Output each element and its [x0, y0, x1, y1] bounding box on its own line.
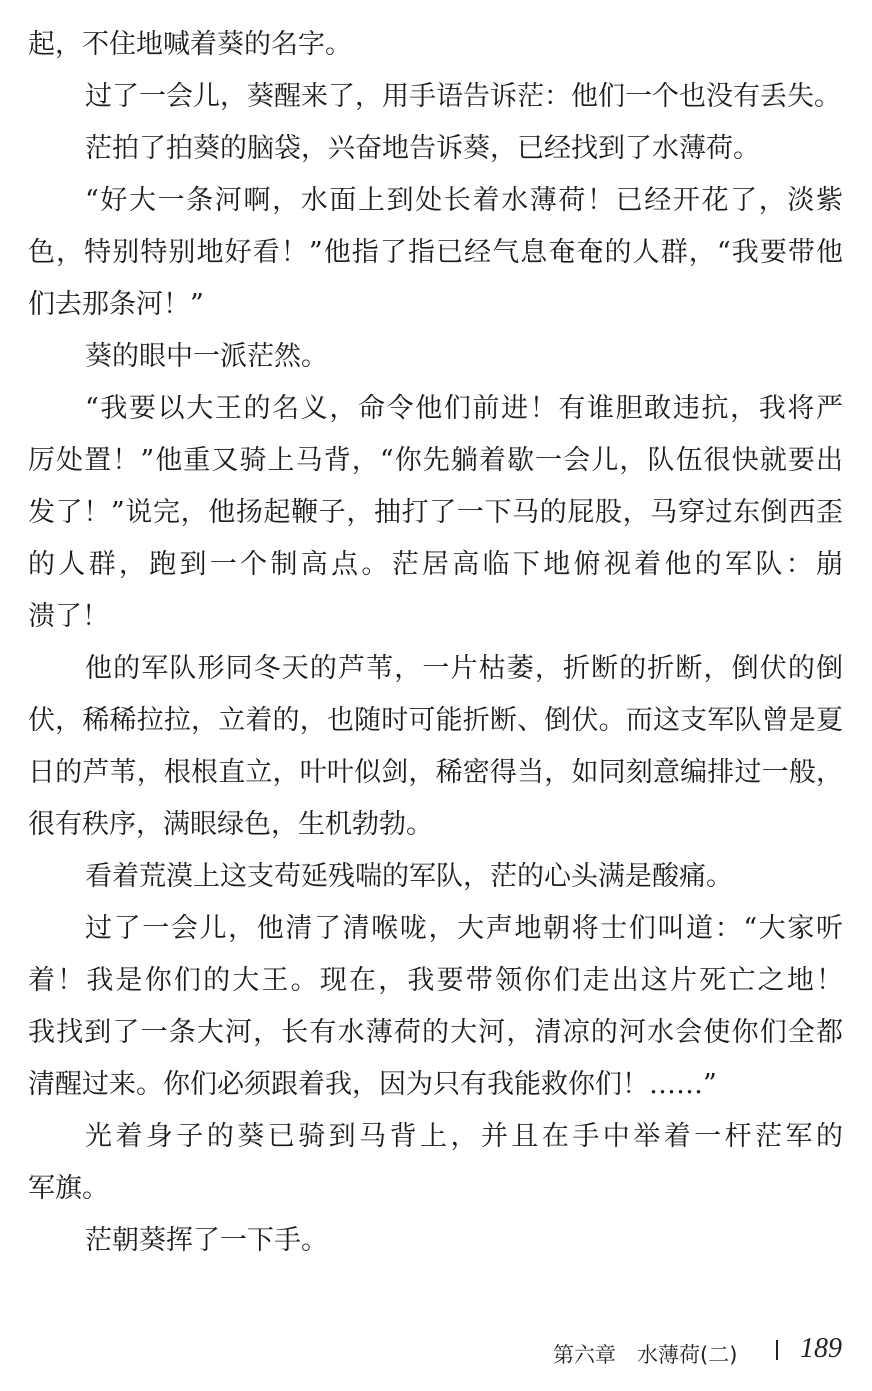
text-line: 色，特别特别地好看！”他指了指已经气息奄奄的人群，“我要带他 — [28, 237, 843, 268]
text-line: 他的军队形同冬天的芦苇，一片枯萎，折断的折断，倒伏的倒 — [85, 653, 843, 684]
text-line: 起，不住地喊着葵的名字。 — [28, 29, 352, 60]
text-line: 厉处置！”他重又骑上马背，“你先躺着歇一会儿，队伍很快就要出 — [28, 445, 843, 476]
text-line: 茫拍了拍葵的脑袋，兴奋地告诉葵，已经找到了水薄荷。 — [85, 133, 760, 164]
text-line: 看着荒漠上这支苟延残喘的军队，茫的心头满是酸痛。 — [85, 861, 733, 892]
text-line: 茫朝葵挥了一下手。 — [85, 1225, 328, 1256]
page-number: 189 — [800, 1333, 842, 1364]
text-line: 过了一会儿，他清了清喉咙，大声地朝将士们叫道：“大家听 — [85, 913, 843, 944]
text-line: 伏，稀稀拉拉，立着的，也随时可能折断、倒伏。而这支军队曾是夏 — [28, 705, 843, 736]
text-line: “我要以大王的名义，命令他们前进！有谁胆敢违抗，我将严 — [85, 393, 843, 424]
chapter-title: 第六章 水薄荷(二) — [553, 1343, 738, 1367]
text-line: 发了！”说完，他扬起鞭子，抽打了一下马的屁股，马穿过东倒西歪 — [28, 497, 843, 528]
text-line: 光着身子的葵已骑到马背上，并且在手中举着一杆茫军的 — [85, 1121, 843, 1152]
text-line: 的人群，跑到一个制高点。茫居高临下地俯视着他的军队：崩 — [28, 549, 843, 580]
text-line: “好大一条河啊，水面上到处长着水薄荷！已经开花了，淡紫 — [85, 185, 843, 216]
body-text — [28, 19, 843, 1267]
text-line: 清醒过来。你们必须跟着我，因为只有我能救你们！……” — [28, 1069, 717, 1100]
text-line: 着！我是你们的大王。现在，我要带领你们走出这片死亡之地！ — [28, 965, 843, 996]
text-line: 很有秩序，满眼绿色，生机勃勃。 — [28, 809, 433, 840]
text-line: 过了一会儿，葵醒来了，用手语告诉茫：他们一个也没有丢失。 — [85, 81, 841, 112]
text-line: 葵的眼中一派茫然。 — [85, 341, 328, 372]
footer-divider — [776, 1340, 778, 1360]
page-footer — [0, 1333, 872, 1373]
text-line: 溃了！ — [28, 601, 109, 632]
text-line: 军旗。 — [28, 1173, 109, 1204]
text-line: 日的芦苇，根根直立，叶叶似剑，稀密得当，如同刻意编排过一般， — [28, 757, 843, 788]
text-line: 我找到了一条大河，长有水薄荷的大河，清凉的河水会使你们全都 — [28, 1017, 843, 1048]
text-line: 们去那条河！” — [28, 289, 204, 320]
